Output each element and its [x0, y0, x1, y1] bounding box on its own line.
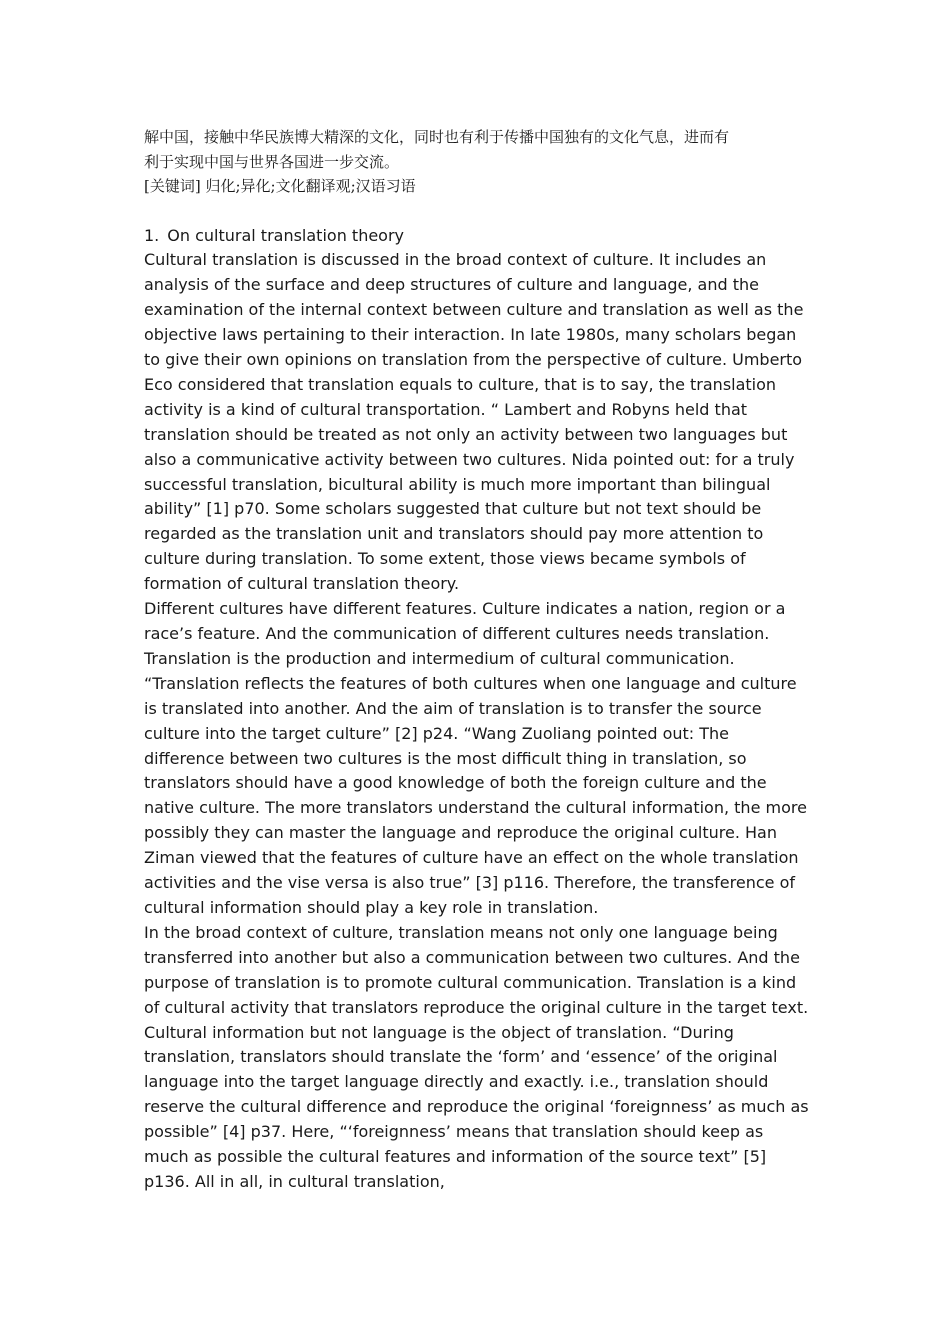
section-title: On cultural translation theory — [167, 225, 405, 245]
keywords-line — [144, 174, 810, 199]
keywords-label: [关键词] — [144, 177, 201, 195]
paragraph-2: Different cultures have different features. Culture indicates a nation, region or a race’s feature. And the communication of different cultures needs translation. Translation is the production and intermedium of cultural communication. “Translation reflects the features of both cultures when one language and culture is translated into another. And the aim of translation is to transfer the source culture into the target culture” [2] p24. “Wang Zuoliang pointed out: The difference between two cultures is the most difficult thing in translation, so translators should have a good knowledge of both the foreign culture and the native culture. The more translators understand the cultural information, the more possibly they can master the language and reproduce the original culture. Han Ziman viewed that the features of culture have an effect on the whole translation activities and the vise versa is also true” [3] p116. Therefore, the transference of cultural information should play a key role in translation. — [144, 599, 807, 917]
section-number: 1. — [144, 225, 160, 245]
keywords-value: 归化;异化;文化翻译观;汉语习语 — [205, 177, 416, 195]
section-heading — [144, 224, 810, 249]
abstract-line-2: 利于实现中国与世界各国进一步交流。 — [144, 152, 400, 171]
abstract-line-1: 解中国，接触中华民族博大精深的文化，同时也有利于传播中国独有的文化气息，进而有 — [144, 128, 730, 146]
document-page — [144, 125, 810, 1195]
abstract-tail — [144, 125, 810, 174]
paragraph-1: Cultural translation is discussed in the broad context of culture. It includes an analysis of the surface and deep structures of culture and language, and the examination of the internal context between culture and translation as well as the objective laws pertaining to their interaction. In late 1980s, many scholars began to give their own opinions on translation from the perspective of culture. Umberto Eco considered that translation equals to culture, that is to say, the translation activity is a kind of cultural transportation. “ Lambert and Robyns held that translation should be treated as not only an activity between two languages but also a communicative activity between two cultures. Nida pointed out: for a truly successful translation, bicultural ability is much more important than bilingual ability” [1] p70. Some scholars suggested that culture but not text should be regarded as the translation unit and translators should pay more attention to culture during translation. To some extent, those views became symbols of formation of cultural translation theory. — [144, 250, 804, 594]
paragraph-3: In the broad context of culture, translation means not only one language being transferred into another but also a communication between two cultures. And the purpose of translation is to promote cultural communication. Translation is a kind of cultural activity that translators reproduce the original culture in the target text. Cultural information but not language is the object of translation. “During translation, translators should translate the ‘form’ and ‘essence’ of the original language into the target language directly and exactly. i.e., translation should reserve the cultural difference and reproduce the original ‘foreignness’ as much as possible” [4] p37. Here, “‘foreignness’ means that translation should keep as much as possible the cultural features and information of the source text” [5] p136. All in all, in cultural translation, — [144, 922, 809, 1191]
